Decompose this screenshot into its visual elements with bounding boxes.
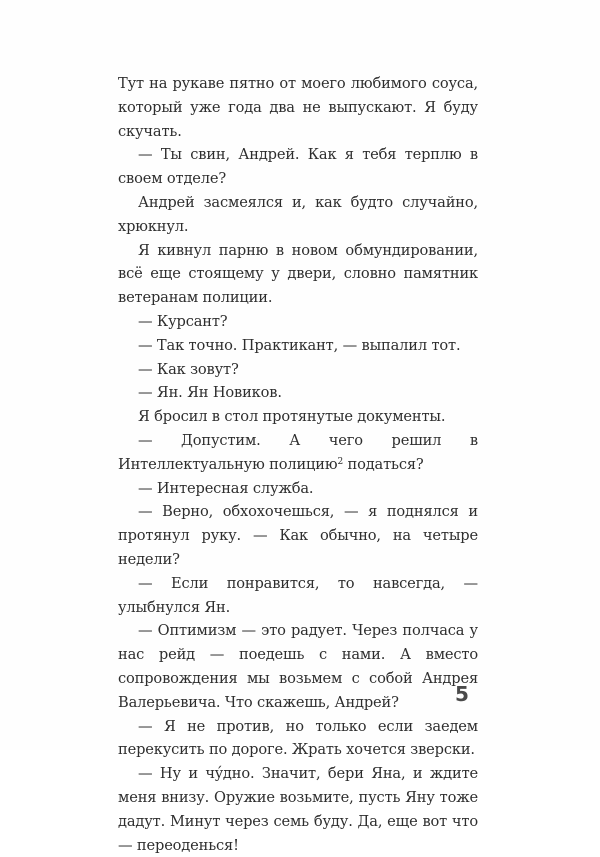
paragraph: — Так точно. Практикант, — выпалил тот. [138, 336, 461, 354]
paragraph: — Ян. Ян Новиков. [138, 384, 282, 402]
page-number: 5 [455, 682, 469, 706]
paragraph: Андрей засмеялся и, как будто случайно, хрюкнул. [118, 193, 478, 235]
paragraph: — Я не против, но только если заедем перекусить по дороге. Жрать хочется зверски. [118, 717, 478, 759]
paragraph-text: — Допустим. А чего решил в Интеллектуальную полицию [118, 431, 478, 473]
paragraph: — Оптимизм — это радует. Через полчаса у нас рейд — поедешь с нами. А вместо сопровождения мы возьмем с собой Андрея Валерьевича. Что скажешь, Андрей? [118, 622, 478, 711]
footnote-marker[interactable]: 2 [337, 456, 344, 467]
paragraph: — Верно, обхохочешься, — я поднялся и протянул руку. — Как обычно, на четыре недели? [118, 503, 478, 568]
paragraph: — Курсант? [138, 312, 228, 330]
paragraph-text: податься? [343, 455, 424, 473]
paragraph: — Ну и чýдно. Значит, бери Яна, и ждите меня внизу. Оружие возьмите, пусть Яну тоже дадут. Минут через семь буду. Да, еще вот что — переоденься! [118, 765, 478, 854]
body-text [118, 72, 478, 857]
paragraph-with-footnote [118, 429, 478, 477]
paragraph: — Если понравится, то навсегда, — улыбнулся Ян. [118, 574, 478, 616]
paragraph: Тут на рукаве пятно от моего любимого соуса, который уже года два не выпускают. Я буду скучать. [118, 75, 478, 140]
paragraph: — Как зовут? [138, 360, 239, 378]
paragraph: Я кивнул парню в новом обмундировании, всё еще стоящему у двери, словно памятник ветеранам полиции. [118, 241, 478, 307]
paragraph: — Интересная служба. [138, 479, 314, 497]
paragraph: — Ты свин, Андрей. Как я тебя терплю в своем отделе? [118, 146, 478, 188]
paragraph: Я бросил в стол протянутые документы. [138, 408, 446, 426]
